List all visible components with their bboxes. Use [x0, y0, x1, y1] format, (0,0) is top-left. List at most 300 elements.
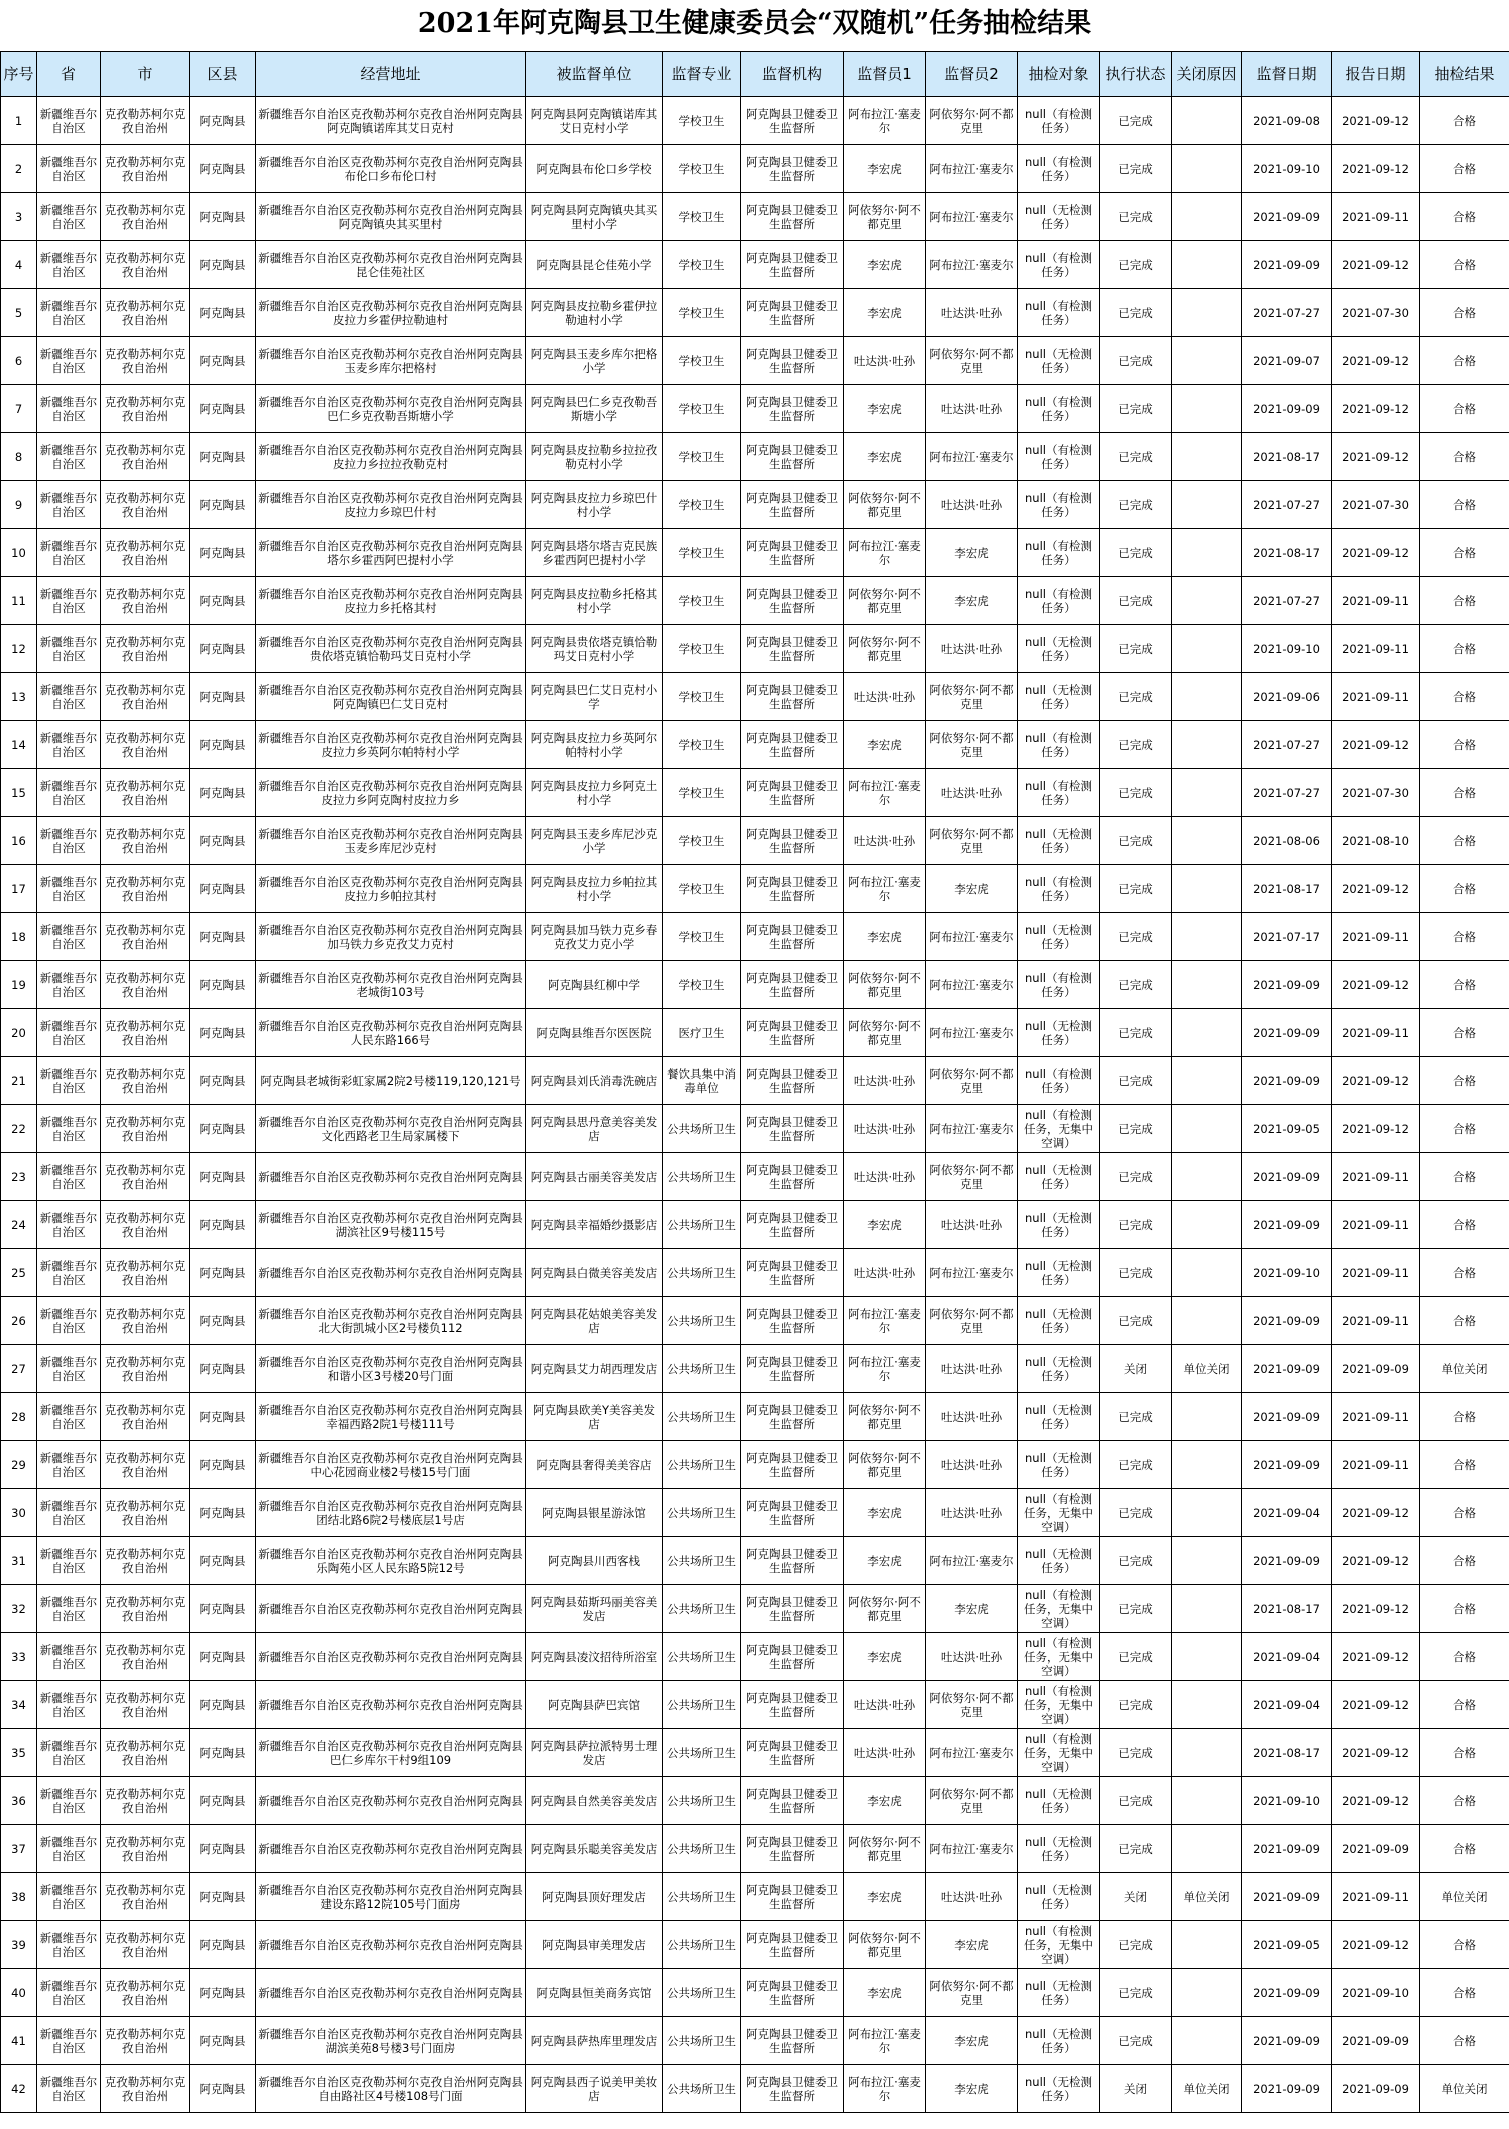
table-row: [1, 1249, 1509, 1297]
cell-city: 克孜勒苏柯尔克孜自治州: [101, 1537, 190, 1585]
cell-report-date: 2021-09-11: [1332, 913, 1420, 961]
cell-province: 新疆维吾尔自治区: [37, 1009, 101, 1057]
cell-inspector-1: 李宏虎: [844, 1633, 926, 1681]
cell-seq: 35: [1, 1729, 37, 1777]
cell-city: 克孜勒苏柯尔克孜自治州: [101, 1729, 190, 1777]
cell-result: 合格: [1420, 721, 1509, 769]
cell-agency: 阿克陶县卫健委卫生监督所: [741, 1345, 844, 1393]
cell-inspector-2: 阿布拉江·塞麦尔: [926, 433, 1018, 481]
cell-result: 合格: [1420, 1969, 1509, 2017]
cell-agency: 阿克陶县卫健委卫生监督所: [741, 337, 844, 385]
cell-inspector-1: 吐达洪·吐孙: [844, 1681, 926, 1729]
cell-report-date: 2021-09-12: [1332, 1777, 1420, 1825]
cell-inspector-2: 阿依努尔·阿不都克里: [926, 97, 1018, 145]
cell-inspector-2: 阿依努尔·阿不都克里: [926, 721, 1018, 769]
cell-sample-object: null（有检测任务）: [1018, 529, 1100, 577]
cell-inspect-date: 2021-07-27: [1242, 289, 1332, 337]
column-header-report-date: 报告日期: [1332, 52, 1420, 97]
cell-result: 合格: [1420, 385, 1509, 433]
table-row: [1, 433, 1509, 481]
table-row: [1, 529, 1509, 577]
column-header-inspector-2: 监督员2: [926, 52, 1018, 97]
cell-specialty: 学校卫生: [663, 865, 741, 913]
cell-seq: 32: [1, 1585, 37, 1633]
cell-specialty: 学校卫生: [663, 673, 741, 721]
cell-sample-object: null（无检测任务）: [1018, 625, 1100, 673]
cell-sample-object: null（无检测任务）: [1018, 673, 1100, 721]
cell-seq: 21: [1, 1057, 37, 1105]
cell-inspector-2: 阿依努尔·阿不都克里: [926, 673, 1018, 721]
cell-unit: 阿克陶县凌汶招待所浴室: [526, 1633, 663, 1681]
cell-sample-object: null（无检测任务）: [1018, 337, 1100, 385]
cell-address: 新疆维吾尔自治区克孜勒苏柯尔克孜自治州阿克陶县北大街凯城小区2号楼负112: [256, 1297, 526, 1345]
cell-seq: 41: [1, 2017, 37, 2065]
cell-unit: 阿克陶县塔尔塔吉克民族乡霍西阿巴提村小学: [526, 529, 663, 577]
cell-result: 合格: [1420, 1393, 1509, 1441]
cell-seq: 15: [1, 769, 37, 817]
cell-agency: 阿克陶县卫健委卫生监督所: [741, 1873, 844, 1921]
cell-inspector-1: 阿依努尔·阿不都克里: [844, 1921, 926, 1969]
cell-status: 已完成: [1100, 1921, 1172, 1969]
page-title: 2021年阿克陶县卫生健康委员会“双随机”任务抽检结果: [417, 8, 1092, 39]
cell-seq: 31: [1, 1537, 37, 1585]
cell-city: 克孜勒苏柯尔克孜自治州: [101, 2065, 190, 2113]
cell-county: 阿克陶县: [190, 1921, 256, 1969]
cell-county: 阿克陶县: [190, 481, 256, 529]
cell-agency: 阿克陶县卫健委卫生监督所: [741, 241, 844, 289]
cell-result: 合格: [1420, 481, 1509, 529]
cell-address: 新疆维吾尔自治区克孜勒苏柯尔克孜自治州阿克陶县老城街103号: [256, 961, 526, 1009]
cell-seq: 5: [1, 289, 37, 337]
cell-sample-object: null（无检测任务）: [1018, 1777, 1100, 1825]
cell-city: 克孜勒苏柯尔克孜自治州: [101, 1297, 190, 1345]
cell-seq: 12: [1, 625, 37, 673]
cell-inspector-2: 阿依努尔·阿不都克里: [926, 1153, 1018, 1201]
table-row: [1, 1345, 1509, 1393]
cell-inspect-date: 2021-09-09: [1242, 193, 1332, 241]
cell-sample-object: null（有检测任务，无集中空调）: [1018, 1921, 1100, 1969]
cell-inspector-1: 阿布拉江·塞麦尔: [844, 97, 926, 145]
cell-county: 阿克陶县: [190, 2065, 256, 2113]
cell-result: 合格: [1420, 337, 1509, 385]
cell-county: 阿克陶县: [190, 913, 256, 961]
cell-close-reason: [1172, 481, 1242, 529]
cell-province: 新疆维吾尔自治区: [37, 145, 101, 193]
cell-agency: 阿克陶县卫健委卫生监督所: [741, 1441, 844, 1489]
table-row: [1, 769, 1509, 817]
cell-report-date: 2021-09-11: [1332, 1201, 1420, 1249]
cell-agency: 阿克陶县卫健委卫生监督所: [741, 1681, 844, 1729]
cell-close-reason: [1172, 625, 1242, 673]
cell-city: 克孜勒苏柯尔克孜自治州: [101, 289, 190, 337]
cell-sample-object: null（有检测任务）: [1018, 865, 1100, 913]
cell-inspector-1: 阿依努尔·阿不都克里: [844, 577, 926, 625]
cell-specialty: 公共场所卫生: [663, 1489, 741, 1537]
cell-inspect-date: 2021-08-17: [1242, 1585, 1332, 1633]
cell-county: 阿克陶县: [190, 1873, 256, 1921]
cell-result: 合格: [1420, 1441, 1509, 1489]
cell-unit: 阿克陶县花姑娘美容美发店: [526, 1297, 663, 1345]
cell-close-reason: [1172, 1249, 1242, 1297]
cell-county: 阿克陶县: [190, 1585, 256, 1633]
cell-report-date: 2021-09-12: [1332, 241, 1420, 289]
cell-county: 阿克陶县: [190, 961, 256, 1009]
table-row: [1, 1105, 1509, 1153]
cell-seq: 25: [1, 1249, 37, 1297]
cell-status: 已完成: [1100, 577, 1172, 625]
cell-province: 新疆维吾尔自治区: [37, 385, 101, 433]
cell-address: 新疆维吾尔自治区克孜勒苏柯尔克孜自治州阿克陶县巴仁乡库尔干村9组109: [256, 1729, 526, 1777]
cell-inspector-2: 李宏虎: [926, 1921, 1018, 1969]
cell-sample-object: null（有检测任务，无集中空调）: [1018, 1681, 1100, 1729]
cell-seq: 8: [1, 433, 37, 481]
cell-seq: 1: [1, 97, 37, 145]
cell-sample-object: null（有检测任务）: [1018, 145, 1100, 193]
table-row: [1, 817, 1509, 865]
cell-province: 新疆维吾尔自治区: [37, 1681, 101, 1729]
cell-specialty: 公共场所卫生: [663, 1921, 741, 1969]
cell-inspector-1: 吐达洪·吐孙: [844, 1105, 926, 1153]
cell-inspector-2: 吐达洪·吐孙: [926, 769, 1018, 817]
cell-status: 已完成: [1100, 529, 1172, 577]
cell-unit: 阿克陶县艾力胡西理发店: [526, 1345, 663, 1393]
cell-seq: 9: [1, 481, 37, 529]
cell-specialty: 学校卫生: [663, 577, 741, 625]
cell-result: 合格: [1420, 865, 1509, 913]
cell-province: 新疆维吾尔自治区: [37, 865, 101, 913]
cell-seq: 27: [1, 1345, 37, 1393]
cell-agency: 阿克陶县卫健委卫生监督所: [741, 1825, 844, 1873]
cell-unit: 阿克陶县古丽美容美发店: [526, 1153, 663, 1201]
cell-inspector-2: 吐达洪·吐孙: [926, 289, 1018, 337]
cell-report-date: 2021-09-09: [1332, 1345, 1420, 1393]
cell-sample-object: null（无检测任务）: [1018, 1153, 1100, 1201]
table-row: [1, 1681, 1509, 1729]
cell-sample-object: null（有检测任务）: [1018, 961, 1100, 1009]
cell-inspect-date: 2021-07-27: [1242, 481, 1332, 529]
cell-inspector-2: 阿依努尔·阿不都克里: [926, 817, 1018, 865]
cell-status: 已完成: [1100, 1969, 1172, 2017]
cell-inspector-1: 阿依努尔·阿不都克里: [844, 1441, 926, 1489]
table-row: [1, 1537, 1509, 1585]
cell-unit: 阿克陶县皮拉力乡帕拉其村小学: [526, 865, 663, 913]
cell-sample-object: null（有检测任务）: [1018, 289, 1100, 337]
cell-county: 阿克陶县: [190, 1729, 256, 1777]
cell-city: 克孜勒苏柯尔克孜自治州: [101, 97, 190, 145]
cell-report-date: 2021-09-12: [1332, 865, 1420, 913]
cell-sample-object: null（有检测任务）: [1018, 577, 1100, 625]
cell-county: 阿克陶县: [190, 1777, 256, 1825]
table-row: [1, 1057, 1509, 1105]
cell-report-date: 2021-07-30: [1332, 481, 1420, 529]
cell-specialty: 学校卫生: [663, 145, 741, 193]
cell-agency: 阿克陶县卫健委卫生监督所: [741, 1153, 844, 1201]
cell-report-date: 2021-09-12: [1332, 961, 1420, 1009]
cell-sample-object: null（有检测任务，无集中空调）: [1018, 1633, 1100, 1681]
cell-status: 关闭: [1100, 2065, 1172, 2113]
cell-close-reason: [1172, 145, 1242, 193]
cell-seq: 33: [1, 1633, 37, 1681]
cell-address: 新疆维吾尔自治区克孜勒苏柯尔克孜自治州阿克陶县: [256, 1777, 526, 1825]
cell-close-reason: [1172, 1969, 1242, 2017]
cell-inspect-date: 2021-09-09: [1242, 241, 1332, 289]
cell-inspector-2: 吐达洪·吐孙: [926, 1873, 1018, 1921]
cell-inspect-date: 2021-09-10: [1242, 145, 1332, 193]
cell-sample-object: null（无检测任务）: [1018, 1969, 1100, 2017]
cell-result: 合格: [1420, 97, 1509, 145]
cell-inspect-date: 2021-09-10: [1242, 1249, 1332, 1297]
cell-inspect-date: 2021-09-09: [1242, 1297, 1332, 1345]
cell-close-reason: [1172, 1057, 1242, 1105]
cell-province: 新疆维吾尔自治区: [37, 193, 101, 241]
cell-county: 阿克陶县: [190, 337, 256, 385]
cell-agency: 阿克陶县卫健委卫生监督所: [741, 1393, 844, 1441]
cell-report-date: 2021-09-11: [1332, 1009, 1420, 1057]
cell-inspector-2: 阿布拉江·塞麦尔: [926, 961, 1018, 1009]
cell-specialty: 公共场所卫生: [663, 2017, 741, 2065]
cell-county: 阿克陶县: [190, 1537, 256, 1585]
cell-city: 克孜勒苏柯尔克孜自治州: [101, 1393, 190, 1441]
cell-address: 新疆维吾尔自治区克孜勒苏柯尔克孜自治州阿克陶县建设东路12院105号门面房: [256, 1873, 526, 1921]
cell-unit: 阿克陶县维吾尔医医院: [526, 1009, 663, 1057]
cell-report-date: 2021-09-12: [1332, 145, 1420, 193]
cell-agency: 阿克陶县卫健委卫生监督所: [741, 769, 844, 817]
cell-inspector-2: 阿布拉江·塞麦尔: [926, 193, 1018, 241]
cell-status: 已完成: [1100, 865, 1172, 913]
cell-specialty: 公共场所卫生: [663, 1633, 741, 1681]
cell-result: 合格: [1420, 1729, 1509, 1777]
cell-agency: 阿克陶县卫健委卫生监督所: [741, 961, 844, 1009]
cell-agency: 阿克陶县卫健委卫生监督所: [741, 481, 844, 529]
cell-report-date: 2021-09-11: [1332, 1297, 1420, 1345]
cell-report-date: 2021-09-11: [1332, 193, 1420, 241]
cell-report-date: 2021-09-11: [1332, 1153, 1420, 1201]
cell-inspect-date: 2021-09-07: [1242, 337, 1332, 385]
cell-inspect-date: 2021-09-10: [1242, 1777, 1332, 1825]
cell-seq: 42: [1, 2065, 37, 2113]
cell-seq: 23: [1, 1153, 37, 1201]
table-row: [1, 193, 1509, 241]
cell-specialty: 学校卫生: [663, 385, 741, 433]
cell-city: 克孜勒苏柯尔克孜自治州: [101, 1681, 190, 1729]
cell-status: 已完成: [1100, 1297, 1172, 1345]
cell-close-reason: [1172, 1393, 1242, 1441]
cell-inspector-1: 吐达洪·吐孙: [844, 673, 926, 721]
cell-inspector-1: 阿依努尔·阿不都克里: [844, 1009, 926, 1057]
cell-sample-object: null（无检测任务）: [1018, 1441, 1100, 1489]
cell-county: 阿克陶县: [190, 1009, 256, 1057]
column-header-specialty: 监督专业: [663, 52, 741, 97]
cell-report-date: 2021-09-12: [1332, 1585, 1420, 1633]
table-row: [1, 145, 1509, 193]
cell-seq: 2: [1, 145, 37, 193]
cell-result: 合格: [1420, 1009, 1509, 1057]
cell-seq: 7: [1, 385, 37, 433]
cell-report-date: 2021-07-30: [1332, 769, 1420, 817]
cell-county: 阿克陶县: [190, 1201, 256, 1249]
cell-unit: 阿克陶县巴仁乡克孜勒吾斯塘小学: [526, 385, 663, 433]
cell-inspector-1: 阿依努尔·阿不都克里: [844, 961, 926, 1009]
cell-seq: 20: [1, 1009, 37, 1057]
cell-city: 克孜勒苏柯尔克孜自治州: [101, 1153, 190, 1201]
cell-province: 新疆维吾尔自治区: [37, 1777, 101, 1825]
table-row: [1, 481, 1509, 529]
cell-inspect-date: 2021-07-17: [1242, 913, 1332, 961]
cell-status: 已完成: [1100, 481, 1172, 529]
cell-inspect-date: 2021-09-04: [1242, 1681, 1332, 1729]
cell-report-date: 2021-09-12: [1332, 337, 1420, 385]
cell-close-reason: [1172, 1009, 1242, 1057]
cell-province: 新疆维吾尔自治区: [37, 1969, 101, 2017]
cell-sample-object: null（无检测任务）: [1018, 1249, 1100, 1297]
cell-inspector-1: 阿依努尔·阿不都克里: [844, 625, 926, 673]
cell-close-reason: [1172, 529, 1242, 577]
cell-inspector-2: 李宏虎: [926, 2017, 1018, 2065]
cell-sample-object: null（有检测任务）: [1018, 97, 1100, 145]
cell-specialty: 学校卫生: [663, 289, 741, 337]
cell-city: 克孜勒苏柯尔克孜自治州: [101, 1249, 190, 1297]
cell-agency: 阿克陶县卫健委卫生监督所: [741, 1489, 844, 1537]
column-header-province: 省: [37, 52, 101, 97]
cell-result: 单位关闭: [1420, 1345, 1509, 1393]
table-row: [1, 289, 1509, 337]
cell-unit: 阿克陶县西子说美甲美妆店: [526, 2065, 663, 2113]
cell-agency: 阿克陶县卫健委卫生监督所: [741, 913, 844, 961]
cell-status: 已完成: [1100, 625, 1172, 673]
cell-inspector-2: 吐达洪·吐孙: [926, 385, 1018, 433]
cell-address: 新疆维吾尔自治区克孜勒苏柯尔克孜自治州阿克陶县巴仁乡克孜勒吾斯塘小学: [256, 385, 526, 433]
table-row: [1, 1825, 1509, 1873]
cell-status: 已完成: [1100, 913, 1172, 961]
cell-province: 新疆维吾尔自治区: [37, 1729, 101, 1777]
cell-agency: 阿克陶县卫健委卫生监督所: [741, 145, 844, 193]
cell-specialty: 学校卫生: [663, 625, 741, 673]
cell-report-date: 2021-07-30: [1332, 289, 1420, 337]
cell-address: 新疆维吾尔自治区克孜勒苏柯尔克孜自治州阿克陶县文化西路老卫生局家属楼下: [256, 1105, 526, 1153]
cell-city: 克孜勒苏柯尔克孜自治州: [101, 721, 190, 769]
cell-address: 新疆维吾尔自治区克孜勒苏柯尔克孜自治州阿克陶县和谐小区3号楼20号门面: [256, 1345, 526, 1393]
cell-result: 合格: [1420, 1057, 1509, 1105]
cell-unit: 阿克陶县川西客栈: [526, 1537, 663, 1585]
table-header: [1, 52, 1509, 97]
cell-close-reason: [1172, 433, 1242, 481]
cell-status: 已完成: [1100, 1249, 1172, 1297]
cell-province: 新疆维吾尔自治区: [37, 769, 101, 817]
cell-unit: 阿克陶县红柳中学: [526, 961, 663, 1009]
cell-city: 克孜勒苏柯尔克孜自治州: [101, 385, 190, 433]
cell-agency: 阿克陶县卫健委卫生监督所: [741, 1105, 844, 1153]
column-header-sample-object: 抽检对象: [1018, 52, 1100, 97]
cell-inspect-date: 2021-09-09: [1242, 961, 1332, 1009]
table-row: [1, 337, 1509, 385]
cell-province: 新疆维吾尔自治区: [37, 961, 101, 1009]
cell-inspector-1: 阿依努尔·阿不都克里: [844, 193, 926, 241]
cell-agency: 阿克陶县卫健委卫生监督所: [741, 1297, 844, 1345]
cell-inspect-date: 2021-07-27: [1242, 769, 1332, 817]
cell-unit: 阿克陶县幸福婚纱摄影店: [526, 1201, 663, 1249]
cell-specialty: 公共场所卫生: [663, 2065, 741, 2113]
cell-seq: 29: [1, 1441, 37, 1489]
cell-close-reason: [1172, 913, 1242, 961]
cell-county: 阿克陶县: [190, 289, 256, 337]
cell-county: 阿克陶县: [190, 673, 256, 721]
cell-city: 克孜勒苏柯尔克孜自治州: [101, 1345, 190, 1393]
table-row: [1, 1633, 1509, 1681]
header-row: [1, 52, 1509, 97]
cell-seq: 19: [1, 961, 37, 1009]
cell-province: 新疆维吾尔自治区: [37, 673, 101, 721]
cell-inspector-1: 李宏虎: [844, 1777, 926, 1825]
cell-county: 阿克陶县: [190, 1249, 256, 1297]
cell-province: 新疆维吾尔自治区: [37, 1297, 101, 1345]
cell-province: 新疆维吾尔自治区: [37, 289, 101, 337]
cell-sample-object: null（无检测任务）: [1018, 1009, 1100, 1057]
cell-agency: 阿克陶县卫健委卫生监督所: [741, 1537, 844, 1585]
cell-seq: 37: [1, 1825, 37, 1873]
cell-city: 克孜勒苏柯尔克孜自治州: [101, 1585, 190, 1633]
cell-agency: 阿克陶县卫健委卫生监督所: [741, 385, 844, 433]
cell-unit: 阿克陶县玉麦乡库尔把格小学: [526, 337, 663, 385]
cell-agency: 阿克陶县卫健委卫生监督所: [741, 1633, 844, 1681]
cell-specialty: 学校卫生: [663, 97, 741, 145]
cell-province: 新疆维吾尔自治区: [37, 625, 101, 673]
column-header-city: 市: [101, 52, 190, 97]
cell-close-reason: [1172, 1537, 1242, 1585]
cell-status: 已完成: [1100, 241, 1172, 289]
cell-inspector-2: 阿布拉江·塞麦尔: [926, 1009, 1018, 1057]
cell-close-reason: [1172, 1105, 1242, 1153]
cell-agency: 阿克陶县卫健委卫生监督所: [741, 625, 844, 673]
cell-agency: 阿克陶县卫健委卫生监督所: [741, 193, 844, 241]
cell-inspector-2: 吐达洪·吐孙: [926, 1633, 1018, 1681]
cell-unit: 阿克陶县白微美容美发店: [526, 1249, 663, 1297]
cell-specialty: 学校卫生: [663, 817, 741, 865]
column-header-inspect-date: 监督日期: [1242, 52, 1332, 97]
cell-address: 新疆维吾尔自治区克孜勒苏柯尔克孜自治州阿克陶县自由路社区4号楼108号门面: [256, 2065, 526, 2113]
cell-agency: 阿克陶县卫健委卫生监督所: [741, 289, 844, 337]
table-row: [1, 1729, 1509, 1777]
cell-specialty: 学校卫生: [663, 481, 741, 529]
cell-status: 已完成: [1100, 385, 1172, 433]
cell-county: 阿克陶县: [190, 1441, 256, 1489]
table-row: [1, 241, 1509, 289]
cell-county: 阿克陶县: [190, 769, 256, 817]
cell-specialty: 学校卫生: [663, 241, 741, 289]
cell-close-reason: 单位关闭: [1172, 1345, 1242, 1393]
cell-seq: 38: [1, 1873, 37, 1921]
cell-status: 已完成: [1100, 817, 1172, 865]
cell-result: 合格: [1420, 769, 1509, 817]
cell-inspector-1: 阿布拉江·塞麦尔: [844, 1345, 926, 1393]
cell-address: 新疆维吾尔自治区克孜勒苏柯尔克孜自治州阿克陶县阿克陶镇央其买里村: [256, 193, 526, 241]
cell-report-date: 2021-09-09: [1332, 2065, 1420, 2113]
cell-address: 新疆维吾尔自治区克孜勒苏柯尔克孜自治州阿克陶县加马铁力乡克孜艾力克村: [256, 913, 526, 961]
cell-sample-object: null（无检测任务）: [1018, 2065, 1100, 2113]
cell-close-reason: [1172, 721, 1242, 769]
cell-city: 克孜勒苏柯尔克孜自治州: [101, 1009, 190, 1057]
cell-county: 阿克陶县: [190, 817, 256, 865]
cell-sample-object: null（无检测任务）: [1018, 1825, 1100, 1873]
cell-address: 新疆维吾尔自治区克孜勒苏柯尔克孜自治州阿克陶县塔尔乡霍西阿巴提村小学: [256, 529, 526, 577]
cell-sample-object: null（无检测任务）: [1018, 1537, 1100, 1585]
cell-specialty: 公共场所卫生: [663, 1825, 741, 1873]
cell-specialty: 公共场所卫生: [663, 1297, 741, 1345]
cell-province: 新疆维吾尔自治区: [37, 433, 101, 481]
cell-unit: 阿克陶县贵依塔克镇恰勒玛艾日克村小学: [526, 625, 663, 673]
cell-county: 阿克陶县: [190, 145, 256, 193]
cell-result: 合格: [1420, 1297, 1509, 1345]
cell-city: 克孜勒苏柯尔克孜自治州: [101, 673, 190, 721]
